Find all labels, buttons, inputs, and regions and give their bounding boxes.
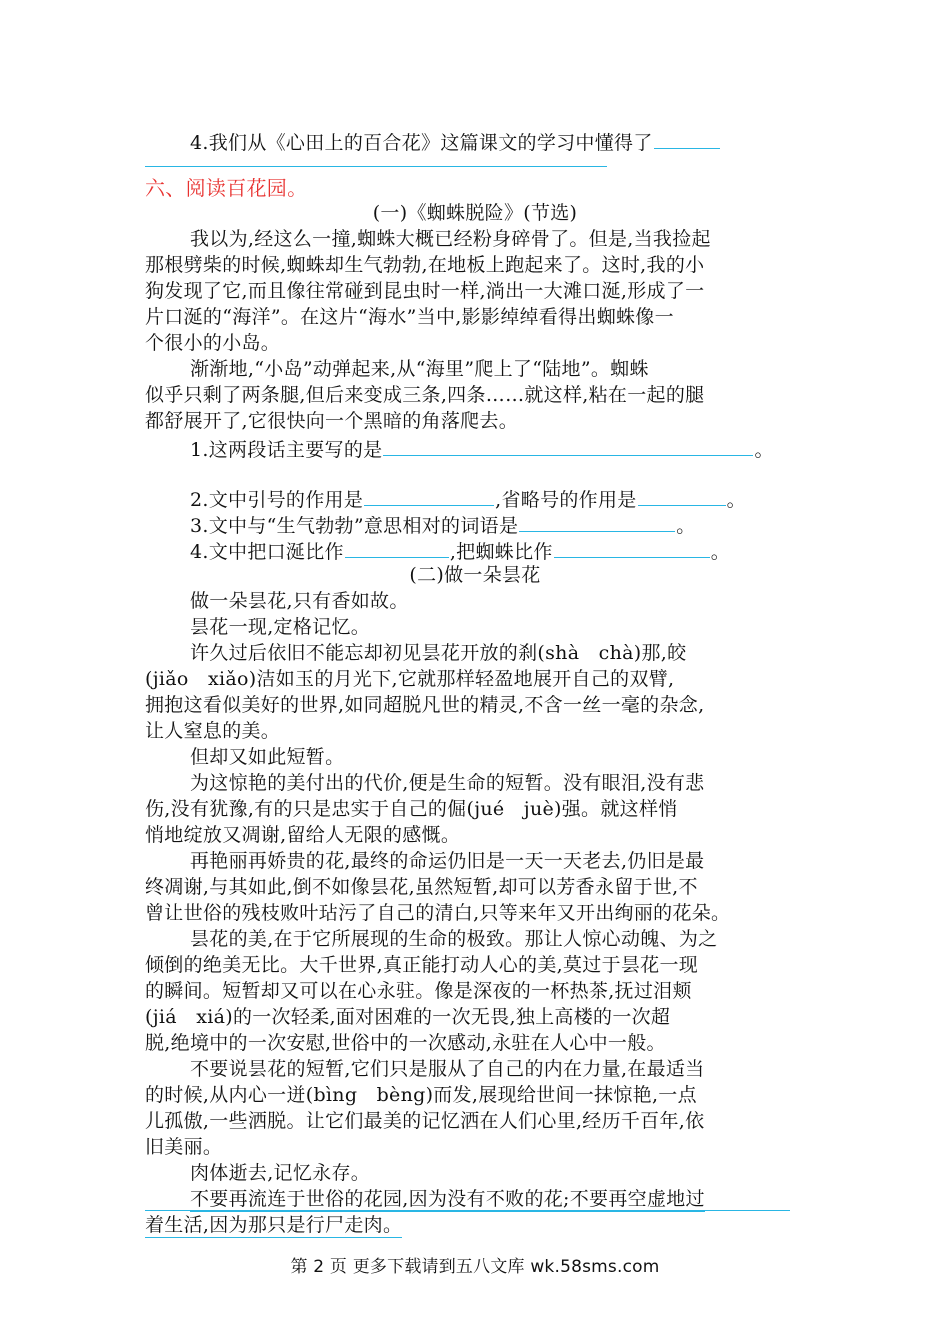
passage-1-line: 那根劈柴的时候,蜘蛛却生气勃勃,在地板上跑起来了。这时,我的小	[145, 254, 705, 276]
passage-1-line: 渐渐地,“小岛”动弹起来,从“海里”爬上了“陆地”。蜘蛛	[190, 358, 649, 380]
question-2: 2.文中引号的作用是 ,省略号的作用是 。	[190, 485, 746, 512]
passage-1-line: 个很小的小岛。	[145, 332, 281, 354]
passage-1-line: 我以为,经这么一撞,蜘蛛大概已经粉身碎骨了。但是,当我捡起	[190, 228, 711, 250]
question-3: 3.文中与“生气勃勃”意思相对的词语是 。	[190, 511, 696, 538]
question-1: 1.这两段话主要写的是 。	[190, 435, 774, 462]
passage-2-line: 昙花一现,定格记忆。	[190, 616, 371, 638]
answer-blank[interactable]	[554, 537, 710, 558]
passage-2-line: 的瞬间。短暂却又可以在心永驻。像是深夜的一杯热茶,抚过泪颊	[145, 980, 692, 1002]
passage-2-line: 不要说昙花的短暂,它们只是服从了自己的内在力量,在最适当	[190, 1058, 705, 1080]
passage-2-line: 拥抱这看似美好的世界,如同超脱凡世的精灵,不含一丝一毫的杂念,	[145, 694, 705, 716]
passage-1-title: (一)《蜘蛛脱险》(节选)	[372, 202, 578, 224]
question-4-top: 4.我们从《心田上的百合花》这篇课文的学习中懂得了	[190, 128, 721, 155]
passage-2-underlined-line: 着生活,因为那只是行尸走肉。	[145, 1214, 403, 1236]
passage-2-line: 的时候,从内心一迸(bìng bèng)而发,展现给世间一抹惊艳,一点	[145, 1084, 697, 1106]
passage-2-line: 伤,没有犹豫,有的只是忠实于自己的倔(jué juè)强。就这样悄	[145, 798, 678, 820]
underline-decoration	[145, 1210, 790, 1211]
answer-blank[interactable]	[519, 511, 675, 532]
passage-2-line: 做一朵昙花,只有香如故。	[190, 590, 409, 612]
passage-2-line: 许久过后依旧不能忘却初见昙花开放的刹(shà chà)那,皎	[190, 642, 687, 664]
passage-2-underlined-line: 不要再流连于世俗的花园,因为没有不败的花;不要再空虚地过	[190, 1188, 705, 1210]
passage-2-line: 倾倒的绝美无比。大千世界,真正能打动人心的美,莫过于昙花一现	[145, 954, 699, 976]
passage-2-line: 让人窒息的美。	[145, 720, 281, 742]
answer-blank[interactable]	[638, 485, 726, 506]
answer-blank[interactable]	[345, 537, 449, 558]
question-4: 4.文中把口涎比作 ,把蜘蛛比作 。	[190, 537, 730, 564]
answer-blank[interactable]	[364, 485, 494, 506]
passage-2-title: (二)做一朵昙花	[409, 564, 541, 586]
passage-2-line: 昙花的美,在于它所展现的生命的极致。那让人惊心动魄、为之	[190, 928, 718, 950]
passage-2-line: 曾让世俗的残枝败叶玷污了自己的清白,只等来年又开出绚丽的花朵。	[145, 902, 731, 924]
section-title: 六、阅读百花园。	[145, 176, 308, 200]
footer-link[interactable]: wk.58sms.com	[530, 1257, 660, 1277]
page-footer: 第 2 页 更多下载请到五八文库 wk.58sms.com	[290, 1257, 660, 1277]
answer-blank[interactable]	[654, 128, 720, 149]
passage-2-line: (jiǎo xiǎo)洁如玉的月光下,它就那样轻盈地展开自己的双臂,	[145, 668, 675, 690]
passage-2-line: 悄地绽放又凋谢,留给人无限的感慨。	[145, 824, 461, 846]
passage-2-line: 为这惊艳的美付出的代价,便是生命的短暂。没有眼泪,没有悲	[190, 772, 705, 794]
passage-2-line: 但却又如此短暂。	[190, 746, 345, 768]
passage-1-line: 狗发现了它,而且像往常碰到昆虫时一样,淌出一大滩口涎,形成了一	[145, 280, 705, 302]
answer-blank[interactable]	[383, 435, 753, 456]
passage-2-line: (jiá xiá)的一次轻柔,面对困难的一次无畏,独上高楼的一次超	[145, 1006, 671, 1028]
passage-2-line: 再艳丽再娇贵的花,最终的命运仍旧是一天一天老去,仍旧是最	[190, 850, 705, 872]
passage-2-line: 终凋谢,与其如此,倒不如像昙花,虽然短暂,却可以芳香永留于世,不	[145, 876, 698, 898]
passage-2-line: 肉体逝去,记忆永存。	[190, 1162, 371, 1184]
passage-1-line: 片口涎的“海洋”。在这片“海水”当中,影影绰绰看得出蜘蛛像一	[145, 306, 674, 328]
passage-2-line: 旧美丽。	[145, 1136, 223, 1158]
passage-2-line: 脱,绝境中的一次安慰,世俗中的一次感动,永驻在人心中一般。	[145, 1032, 666, 1054]
passage-1-line: 似乎只剩了两条腿,但后来变成三条,四条……就这样,粘在一起的腿	[145, 384, 705, 406]
passage-2-line: 儿孤傲,一些洒脱。让它们最美的记忆洒在人们心里,经历千百年,依	[145, 1110, 705, 1132]
answer-line[interactable]	[145, 166, 607, 167]
passage-1-line: 都舒展开了,它很快向一个黑暗的角落爬去。	[145, 410, 519, 432]
